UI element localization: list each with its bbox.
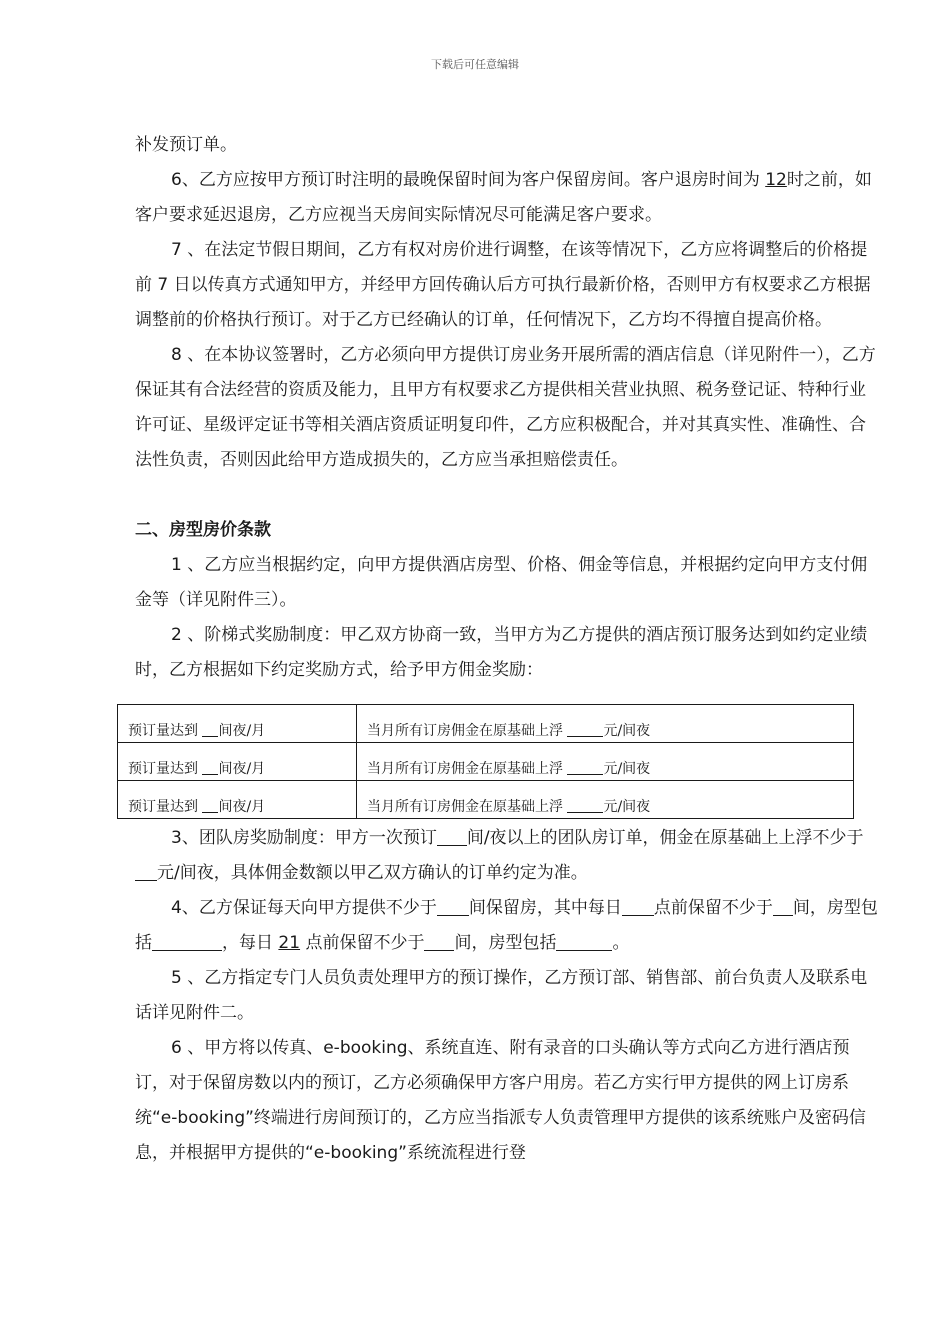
table-row <box>118 781 854 819</box>
blank-field <box>424 932 454 951</box>
table-cell: 预订量达到 间夜/月 <box>118 743 357 781</box>
reward-table <box>117 704 854 819</box>
blank-field <box>135 862 157 881</box>
checkout-hour: 12 <box>765 170 787 190</box>
table-cell: 当月所有订房佣金在原基础上浮 元/间夜 <box>357 781 854 819</box>
blank-field <box>437 827 467 846</box>
paragraph-section-2-3: 3、团队房奖励制度：甲方一次预订 间/夜以上的团队房订单，佣金在原基础上上浮不少于元/间夜，具体佣金数额以甲乙双方确认的订单约定为准。 <box>135 821 879 891</box>
blank-field <box>622 897 654 916</box>
table-cell: 当月所有订房佣金在原基础上浮 元/间夜 <box>357 705 854 743</box>
table-row <box>118 705 854 743</box>
reserve-hour: 21 <box>278 933 301 953</box>
paragraph-section-2-1: 1 、乙方应当根据约定，向甲方提供酒店房型、价格、佣金等信息，并根据约定向甲方支付佣金等（详见附件三）。 <box>135 555 868 610</box>
clause-6-text: 6、乙方应按甲方预订时注明的最晚保留时间为客户保留房间。客户退房时间为 <box>171 170 766 190</box>
paragraph-clause-7: 7 、在法定节假日期间，乙方有权对房价进行调整，在该等情况下，乙方应将调整后的价格提前 7 日以传真方式通知甲方，并经甲方回传确认后方可执行最新价格，否则甲方有权要求乙方根据调整前的价格执行预订。对于乙方已经确认的订单，任何情况下，乙方均不得擅自提高价格。 <box>135 240 871 330</box>
document-body <box>128 128 879 1171</box>
paragraph-section-2-4: 4、乙方保证每天向甲方提供不少于 间保留房，其中每日 点前保留不少于 间，房型包括 ，每日 21 点前保留不少于 间，房型包括 。 <box>135 898 878 953</box>
section-heading: 二、房型房价条款 <box>135 520 271 540</box>
blank-field <box>556 932 612 951</box>
table-row <box>118 743 854 781</box>
table-cell: 当月所有订房佣金在原基础上浮 元/间夜 <box>357 743 854 781</box>
paragraph-section-2-6: 6 、甲方将以传真、e-booking、系统直连、附有录音的口头确认等方式向乙方进行酒店预订，对于保留房数以内的预订，乙方必须确保甲方客户用房。若乙方实行甲方提供的网上订房系统“e-booking”终端进行房间预订的，乙方应当指派专人负责管理甲方提供的该系统账户及密码信息，并根据甲方提供的“e-booking”系统流程进行登 <box>135 1038 866 1163</box>
table-cell: 预订量达到 间夜/月 <box>118 705 357 743</box>
paragraph-clause-8: 8 、在本协议签署时，乙方必须向甲方提供订房业务开展所需的酒店信息（详见附件一），乙方保证其有合法经营的资质及能力，且甲方有权要求乙方提供相关营业执照、税务登记证、特种行业许可证、星级评定证书等相关酒店资质证明复印件，乙方应积极配合，并对其真实性、准确性、合法性负责，否则因此给甲方造成损失的，乙方应当承担赔偿责任。 <box>135 345 876 470</box>
table-cell: 预订量达到 间夜/月 <box>118 781 357 819</box>
paragraph-section-2-5: 5 、乙方指定专门人员负责处理甲方的预订操作，乙方预订部、销售部、前台负责人及联系电话详见附件二。 <box>135 968 868 1023</box>
paragraph-clause-6 <box>135 163 879 233</box>
spacer <box>135 478 879 513</box>
blank-field <box>152 932 222 951</box>
page-header: 下载后可任意编辑 <box>431 58 519 71</box>
clause-6-text-end: 时之前，如客户要求延迟退房，乙方应视当天房间实际情况尽可能满足客户要求。 <box>135 170 872 225</box>
blank-field <box>773 897 793 916</box>
paragraph-continuation: 补发预订单。 <box>135 135 237 155</box>
blank-field <box>437 897 469 916</box>
paragraph-section-2-2: 2 、阶梯式奖励制度：甲乙双方协商一致，当甲方为乙方提供的酒店预订服务达到如约定业绩时，乙方根据如下约定奖励方式，给予甲方佣金奖励： <box>135 625 868 680</box>
